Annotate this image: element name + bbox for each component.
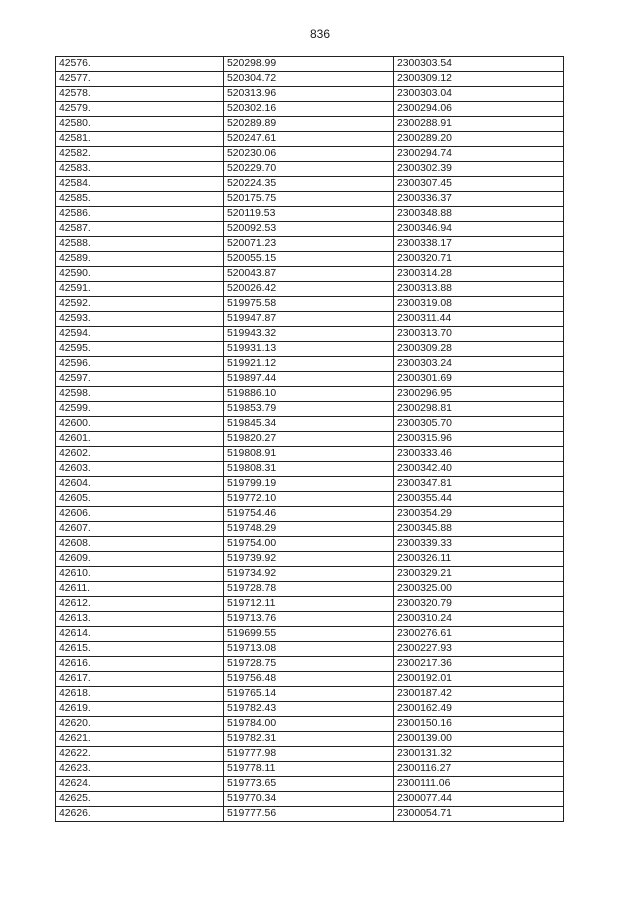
coordinates-table [55, 56, 564, 822]
table-row [56, 57, 564, 72]
point-number-cell: 42578. [56, 87, 224, 102]
table-row [56, 642, 564, 657]
point-number-cell: 42621. [56, 732, 224, 747]
table-row [56, 687, 564, 702]
y-coordinate-cell: 2300303.24 [394, 357, 564, 372]
point-number-cell: 42609. [56, 552, 224, 567]
table-row [56, 372, 564, 387]
y-coordinate-cell: 2300162.49 [394, 702, 564, 717]
table-row [56, 327, 564, 342]
table-row [56, 117, 564, 132]
table-row [56, 612, 564, 627]
y-coordinate-cell: 2300302.39 [394, 162, 564, 177]
point-number-cell: 42602. [56, 447, 224, 462]
table-row [56, 462, 564, 477]
point-number-cell: 42617. [56, 672, 224, 687]
y-coordinate-cell: 2300303.04 [394, 87, 564, 102]
point-number-cell: 42612. [56, 597, 224, 612]
x-coordinate-cell: 519943.32 [224, 327, 394, 342]
y-coordinate-cell: 2300354.29 [394, 507, 564, 522]
table-row [56, 507, 564, 522]
table-row [56, 72, 564, 87]
y-coordinate-cell: 2300289.20 [394, 132, 564, 147]
point-number-cell: 42588. [56, 237, 224, 252]
y-coordinate-cell: 2300309.28 [394, 342, 564, 357]
point-number-cell: 42610. [56, 567, 224, 582]
point-number-cell: 42598. [56, 387, 224, 402]
table-row [56, 342, 564, 357]
point-number-cell: 42626. [56, 807, 224, 822]
y-coordinate-cell: 2300313.88 [394, 282, 564, 297]
point-number-cell: 42593. [56, 312, 224, 327]
y-coordinate-cell: 2300342.40 [394, 462, 564, 477]
y-coordinate-cell: 2300333.46 [394, 447, 564, 462]
point-number-cell: 42586. [56, 207, 224, 222]
x-coordinate-cell: 520043.87 [224, 267, 394, 282]
x-coordinate-cell: 519739.92 [224, 552, 394, 567]
table-row [56, 447, 564, 462]
y-coordinate-cell: 2300320.71 [394, 252, 564, 267]
table-row [56, 237, 564, 252]
y-coordinate-cell: 2300301.69 [394, 372, 564, 387]
y-coordinate-cell: 2300303.54 [394, 57, 564, 72]
y-coordinate-cell: 2300294.06 [394, 102, 564, 117]
table-row [56, 792, 564, 807]
table-row [56, 732, 564, 747]
y-coordinate-cell: 2300111.06 [394, 777, 564, 792]
table-row [56, 657, 564, 672]
y-coordinate-cell: 2300131.32 [394, 747, 564, 762]
point-number-cell: 42600. [56, 417, 224, 432]
y-coordinate-cell: 2300309.12 [394, 72, 564, 87]
table-row [56, 132, 564, 147]
y-coordinate-cell: 2300313.70 [394, 327, 564, 342]
y-coordinate-cell: 2300346.94 [394, 222, 564, 237]
x-coordinate-cell: 519748.29 [224, 522, 394, 537]
table-row [56, 582, 564, 597]
x-coordinate-cell: 519713.08 [224, 642, 394, 657]
y-coordinate-cell: 2300310.24 [394, 612, 564, 627]
table-row [56, 192, 564, 207]
table-row [56, 312, 564, 327]
point-number-cell: 42576. [56, 57, 224, 72]
x-coordinate-cell: 520230.06 [224, 147, 394, 162]
coordinates-table-container [55, 56, 564, 822]
point-number-cell: 42595. [56, 342, 224, 357]
point-number-cell: 42579. [56, 102, 224, 117]
x-coordinate-cell: 519772.10 [224, 492, 394, 507]
point-number-cell: 42594. [56, 327, 224, 342]
point-number-cell: 42619. [56, 702, 224, 717]
y-coordinate-cell: 2300150.16 [394, 717, 564, 732]
x-coordinate-cell: 520289.89 [224, 117, 394, 132]
x-coordinate-cell: 520229.70 [224, 162, 394, 177]
x-coordinate-cell: 520175.75 [224, 192, 394, 207]
point-number-cell: 42606. [56, 507, 224, 522]
x-coordinate-cell: 519773.65 [224, 777, 394, 792]
table-row [56, 417, 564, 432]
table-row [56, 102, 564, 117]
table-row [56, 567, 564, 582]
table-row [56, 282, 564, 297]
x-coordinate-cell: 520304.72 [224, 72, 394, 87]
point-number-cell: 42620. [56, 717, 224, 732]
point-number-cell: 42618. [56, 687, 224, 702]
y-coordinate-cell: 2300329.21 [394, 567, 564, 582]
table-row [56, 777, 564, 792]
y-coordinate-cell: 2300314.28 [394, 267, 564, 282]
y-coordinate-cell: 2300296.95 [394, 387, 564, 402]
x-coordinate-cell: 520055.15 [224, 252, 394, 267]
x-coordinate-cell: 519699.55 [224, 627, 394, 642]
x-coordinate-cell: 519820.27 [224, 432, 394, 447]
table-row [56, 402, 564, 417]
y-coordinate-cell: 2300320.79 [394, 597, 564, 612]
x-coordinate-cell: 519799.19 [224, 477, 394, 492]
point-number-cell: 42589. [56, 252, 224, 267]
table-row [56, 87, 564, 102]
point-number-cell: 42605. [56, 492, 224, 507]
x-coordinate-cell: 519765.14 [224, 687, 394, 702]
y-coordinate-cell: 2300347.81 [394, 477, 564, 492]
y-coordinate-cell: 2300116.27 [394, 762, 564, 777]
point-number-cell: 42581. [56, 132, 224, 147]
table-row [56, 717, 564, 732]
table-row [56, 252, 564, 267]
table-row [56, 672, 564, 687]
y-coordinate-cell: 2300294.74 [394, 147, 564, 162]
x-coordinate-cell: 519947.87 [224, 312, 394, 327]
point-number-cell: 42592. [56, 297, 224, 312]
point-number-cell: 42599. [56, 402, 224, 417]
y-coordinate-cell: 2300077.44 [394, 792, 564, 807]
y-coordinate-cell: 2300192.01 [394, 672, 564, 687]
x-coordinate-cell: 519754.46 [224, 507, 394, 522]
point-number-cell: 42597. [56, 372, 224, 387]
x-coordinate-cell: 519784.00 [224, 717, 394, 732]
table-row [56, 177, 564, 192]
x-coordinate-cell: 519770.34 [224, 792, 394, 807]
point-number-cell: 42622. [56, 747, 224, 762]
x-coordinate-cell: 520092.53 [224, 222, 394, 237]
x-coordinate-cell: 519782.31 [224, 732, 394, 747]
point-number-cell: 42587. [56, 222, 224, 237]
table-row [56, 147, 564, 162]
point-number-cell: 42607. [56, 522, 224, 537]
point-number-cell: 42614. [56, 627, 224, 642]
y-coordinate-cell: 2300139.00 [394, 732, 564, 747]
x-coordinate-cell: 520302.16 [224, 102, 394, 117]
y-coordinate-cell: 2300348.88 [394, 207, 564, 222]
x-coordinate-cell: 520071.23 [224, 237, 394, 252]
table-row [56, 807, 564, 822]
point-number-cell: 42603. [56, 462, 224, 477]
x-coordinate-cell: 520026.42 [224, 282, 394, 297]
y-coordinate-cell: 2300054.71 [394, 807, 564, 822]
y-coordinate-cell: 2300339.33 [394, 537, 564, 552]
table-row [56, 207, 564, 222]
point-number-cell: 42616. [56, 657, 224, 672]
table-row [56, 297, 564, 312]
x-coordinate-cell: 520224.35 [224, 177, 394, 192]
x-coordinate-cell: 519778.11 [224, 762, 394, 777]
y-coordinate-cell: 2300217.36 [394, 657, 564, 672]
table-row [56, 432, 564, 447]
x-coordinate-cell: 520313.96 [224, 87, 394, 102]
x-coordinate-cell: 519897.44 [224, 372, 394, 387]
x-coordinate-cell: 519728.75 [224, 657, 394, 672]
y-coordinate-cell: 2300315.96 [394, 432, 564, 447]
point-number-cell: 42596. [56, 357, 224, 372]
x-coordinate-cell: 519975.58 [224, 297, 394, 312]
point-number-cell: 42613. [56, 612, 224, 627]
x-coordinate-cell: 519754.00 [224, 537, 394, 552]
point-number-cell: 42580. [56, 117, 224, 132]
x-coordinate-cell: 519728.78 [224, 582, 394, 597]
y-coordinate-cell: 2300338.17 [394, 237, 564, 252]
y-coordinate-cell: 2300325.00 [394, 582, 564, 597]
x-coordinate-cell: 519712.11 [224, 597, 394, 612]
point-number-cell: 42623. [56, 762, 224, 777]
y-coordinate-cell: 2300326.11 [394, 552, 564, 567]
x-coordinate-cell: 519756.48 [224, 672, 394, 687]
x-coordinate-cell: 519777.56 [224, 807, 394, 822]
table-row [56, 702, 564, 717]
point-number-cell: 42583. [56, 162, 224, 177]
y-coordinate-cell: 2300345.88 [394, 522, 564, 537]
point-number-cell: 42608. [56, 537, 224, 552]
y-coordinate-cell: 2300298.81 [394, 402, 564, 417]
x-coordinate-cell: 520247.61 [224, 132, 394, 147]
y-coordinate-cell: 2300319.08 [394, 297, 564, 312]
point-number-cell: 42615. [56, 642, 224, 657]
x-coordinate-cell: 519782.43 [224, 702, 394, 717]
y-coordinate-cell: 2300307.45 [394, 177, 564, 192]
x-coordinate-cell: 519921.12 [224, 357, 394, 372]
y-coordinate-cell: 2300336.37 [394, 192, 564, 207]
point-number-cell: 42590. [56, 267, 224, 282]
x-coordinate-cell: 519713.76 [224, 612, 394, 627]
table-row [56, 162, 564, 177]
point-number-cell: 42585. [56, 192, 224, 207]
y-coordinate-cell: 2300187.42 [394, 687, 564, 702]
y-coordinate-cell: 2300311.44 [394, 312, 564, 327]
table-row [56, 387, 564, 402]
y-coordinate-cell: 2300276.61 [394, 627, 564, 642]
x-coordinate-cell: 519734.92 [224, 567, 394, 582]
table-row [56, 552, 564, 567]
x-coordinate-cell: 519845.34 [224, 417, 394, 432]
page-number: 836 [309, 27, 331, 41]
point-number-cell: 42604. [56, 477, 224, 492]
point-number-cell: 42577. [56, 72, 224, 87]
point-number-cell: 42582. [56, 147, 224, 162]
table-row [56, 267, 564, 282]
point-number-cell: 42584. [56, 177, 224, 192]
table-row [56, 747, 564, 762]
table-row [56, 537, 564, 552]
x-coordinate-cell: 519808.91 [224, 447, 394, 462]
x-coordinate-cell: 519931.13 [224, 342, 394, 357]
table-row [56, 357, 564, 372]
x-coordinate-cell: 519853.79 [224, 402, 394, 417]
table-row [56, 627, 564, 642]
table-row [56, 222, 564, 237]
point-number-cell: 42591. [56, 282, 224, 297]
point-number-cell: 42624. [56, 777, 224, 792]
coordinates-table-body [56, 57, 564, 822]
y-coordinate-cell: 2300227.93 [394, 642, 564, 657]
point-number-cell: 42625. [56, 792, 224, 807]
x-coordinate-cell: 519777.98 [224, 747, 394, 762]
point-number-cell: 42611. [56, 582, 224, 597]
x-coordinate-cell: 520298.99 [224, 57, 394, 72]
table-row [56, 477, 564, 492]
table-row [56, 762, 564, 777]
table-row [56, 492, 564, 507]
y-coordinate-cell: 2300288.91 [394, 117, 564, 132]
x-coordinate-cell: 519886.10 [224, 387, 394, 402]
y-coordinate-cell: 2300305.70 [394, 417, 564, 432]
y-coordinate-cell: 2300355.44 [394, 492, 564, 507]
x-coordinate-cell: 520119.53 [224, 207, 394, 222]
point-number-cell: 42601. [56, 432, 224, 447]
table-row [56, 522, 564, 537]
table-row [56, 597, 564, 612]
x-coordinate-cell: 519808.31 [224, 462, 394, 477]
